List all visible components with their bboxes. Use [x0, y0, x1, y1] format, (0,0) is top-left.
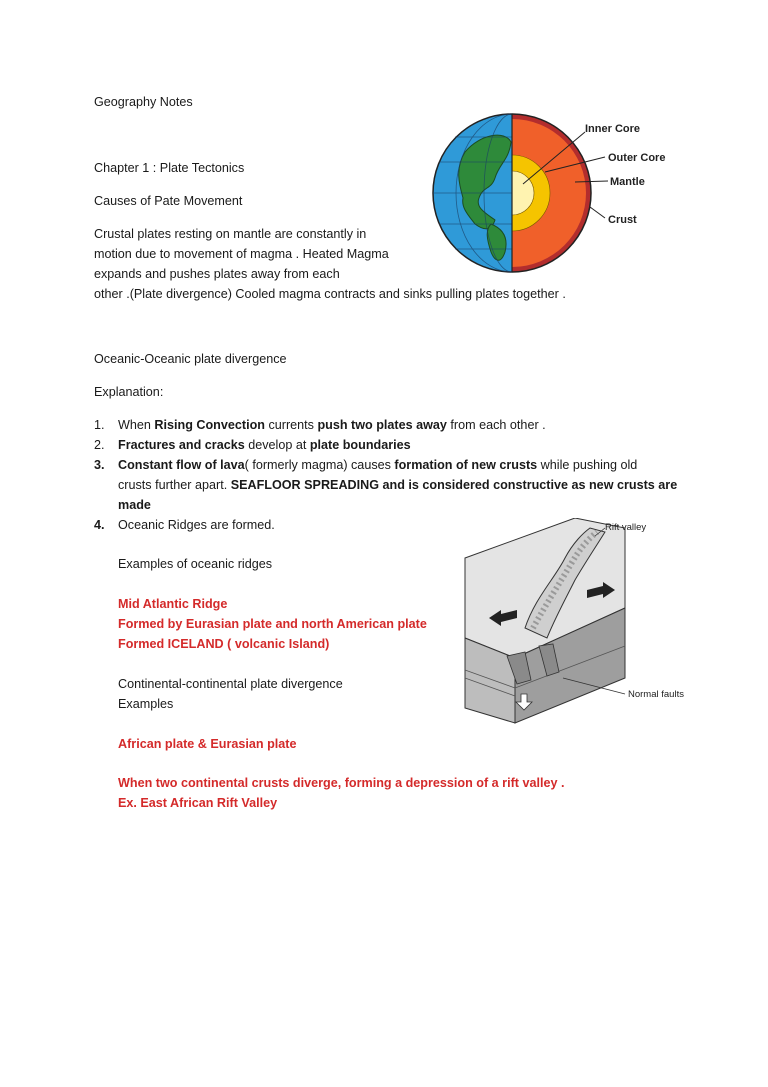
red-example-6: Ex. East African Rift Valley	[118, 796, 278, 810]
intro-line-3: expands and pushes plates away from each	[94, 267, 340, 281]
explanation-label: Explanation:	[94, 385, 164, 399]
list-number-1: 1.	[94, 418, 105, 432]
examples-label-2: Examples	[118, 697, 174, 711]
rift-valley-label: Rift valley	[605, 522, 647, 533]
section-heading: Oceanic-Oceanic plate divergence	[94, 352, 287, 366]
red-example-4: African plate & Eurasian plate	[118, 737, 297, 751]
list-item-3: Constant flow of lava( formerly magma) causes formation of new crusts while pushing old	[118, 458, 638, 472]
crust-label: Crust	[608, 214, 637, 226]
red-example-3: Formed ICELAND ( volcanic Island)	[118, 637, 330, 651]
list-number-2: 2.	[94, 438, 105, 452]
inner-core-label: Inner Core	[585, 123, 641, 135]
list-item-4: Oceanic Ridges are formed.	[118, 518, 275, 532]
intro-line-4: other .(Plate divergence) Cooled magma contracts and sinks pulling plates together .	[94, 287, 566, 301]
rift-valley-diagram	[455, 518, 695, 726]
continental-heading: Continental-continental plate divergence	[118, 677, 343, 691]
chapter-title: Chapter 1 : Plate Tectonics	[94, 161, 245, 175]
red-example-2: Formed by Eurasian plate and north American plate	[118, 617, 427, 631]
earth-layers-diagram	[425, 112, 675, 274]
intro-line-2: motion due to movement of magma . Heated Magma	[94, 247, 389, 261]
red-example-1: Mid Atlantic Ridge	[118, 597, 228, 611]
normal-faults-label: Normal faults	[628, 689, 684, 700]
list-item-3-cont-2: made	[118, 498, 151, 512]
list-item-1: When Rising Convection currents push two plates away from each other .	[118, 418, 546, 432]
list-number-3: 3.	[94, 458, 105, 472]
intro-line-1: Crustal plates resting on mantle are constantly in	[94, 227, 367, 241]
mantle-label: Mantle	[610, 176, 645, 188]
list-number-4: 4.	[94, 518, 105, 532]
chapter-subtitle: Causes of Pate Movement	[94, 194, 243, 208]
list-item-3-cont-1: crusts further apart. SEAFLOOR SPREADING and is considered constructive as new crusts are	[118, 478, 678, 492]
red-example-5: When two continental crusts diverge, forming a depression of a rift valley .	[118, 776, 565, 790]
page-title: Geography Notes	[94, 95, 193, 109]
list-item-2: Fractures and cracks develop at plate boundaries	[118, 438, 411, 452]
examples-label: Examples of oceanic ridges	[118, 557, 273, 571]
outer-core-label: Outer Core	[608, 152, 666, 164]
